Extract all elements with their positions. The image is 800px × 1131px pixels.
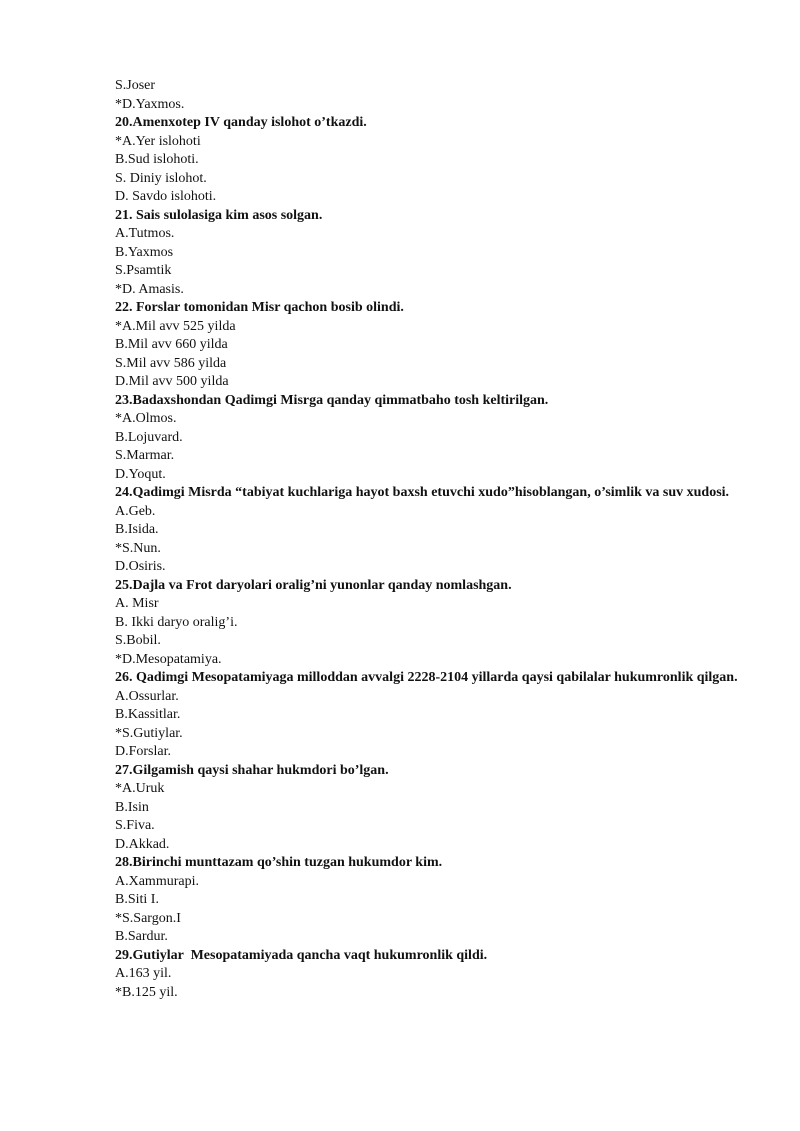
answer-option: B.Isin — [115, 799, 149, 815]
question-text: 28.Birinchi munttazam qo’shin tuzgan hukumdor kim. — [115, 855, 443, 870]
answer-option: D.Osiris. — [115, 559, 166, 574]
answer-option: *B.125 yil. — [115, 984, 178, 1000]
answer-option: S.Joser — [115, 78, 156, 93]
answer-option: S.Mil avv 586 yilda — [115, 355, 227, 371]
answer-option: *S.Sargon.I — [115, 910, 181, 926]
answer-option: A.Geb. — [115, 503, 156, 519]
answer-option: B.Sardur. — [115, 929, 168, 944]
answer-option: B.Isida. — [115, 522, 159, 537]
answer-option: A. Misr — [115, 596, 159, 611]
answer-option: A.163 yil. — [115, 966, 172, 981]
answer-option: D.Mil avv 500 yilda — [115, 374, 229, 389]
answer-option: A.Ossurlar. — [115, 688, 179, 704]
answer-option: S.Bobil. — [115, 633, 161, 648]
answer-option: D. Savdo islohoti. — [115, 189, 217, 204]
answer-option: S.Psamtik — [115, 263, 172, 278]
question-text: 29.Gutiylar Mesopatamiyada qancha vaqt hukumronlik qildi. — [115, 947, 488, 963]
question-text: 25.Dajla va Frot daryolari oralig’ni yunonlar qanday nomlashgan. — [115, 577, 512, 593]
answer-option: B.Yaxmos — [115, 244, 174, 260]
question-text: 24.Qadimgi Misrda “tabiyat kuchlariga hayot baxsh etuvchi xudo”hisoblangan, o’simlik va suv xudosi. — [115, 485, 730, 500]
question-text: 27.Gilgamish qaysi shahar hukmdori bo’lgan. — [115, 762, 389, 778]
question-text: 22. Forslar tomonidan Misr qachon bosib olindi. — [115, 300, 404, 315]
answer-option: D.Yoqut. — [115, 466, 166, 482]
answer-option: B. Ikki daryo oralig’i. — [115, 614, 238, 630]
question-text: 26. Qadimgi Mesopatamiyaga milloddan avvalgi 2228-2104 yillarda qaysi qabilalar hukumronlik qilgan. — [115, 670, 738, 685]
question-text: 23.Badaxshondan Qadimgi Misrga qanday qimmatbaho tosh keltirilgan. — [115, 392, 549, 408]
answer-option: *D.Mesopatamiya. — [115, 651, 222, 667]
answer-option: A.Tutmos. — [115, 226, 175, 241]
answer-option: B.Lojuvard. — [115, 429, 183, 445]
answer-option: B.Mil avv 660 yilda — [115, 337, 228, 352]
answer-option: *S.Gutiylar. — [115, 725, 183, 741]
answer-option: S.Fiva. — [115, 818, 155, 833]
answer-option: B.Sud islohoti. — [115, 152, 199, 167]
answer-option: D.Akkad. — [115, 836, 170, 852]
answer-option: *A.Mil avv 525 yilda — [115, 318, 236, 334]
question-text: 21. Sais sulolasiga kim asos solgan. — [115, 207, 323, 223]
answer-option: S. Diniy islohot. — [115, 170, 207, 186]
question-text: 20.Amenxotep IV qanday islohot o’tkazdi. — [115, 115, 367, 130]
answer-option: *A.Uruk — [115, 781, 165, 796]
answer-option: *D.Yaxmos. — [115, 96, 185, 112]
document-body — [115, 77, 755, 1002]
answer-option: D.Forslar. — [115, 744, 171, 759]
answer-option: B.Siti I. — [115, 892, 159, 907]
answer-option: A.Xammurapi. — [115, 873, 199, 889]
answer-option: S.Marmar. — [115, 448, 175, 463]
answer-option: *A.Olmos. — [115, 411, 177, 426]
answer-option: *A.Yer islohoti — [115, 133, 201, 149]
answer-option: B.Kassitlar. — [115, 707, 181, 722]
answer-option: *D. Amasis. — [115, 281, 184, 297]
answer-option: *S.Nun. — [115, 540, 161, 556]
